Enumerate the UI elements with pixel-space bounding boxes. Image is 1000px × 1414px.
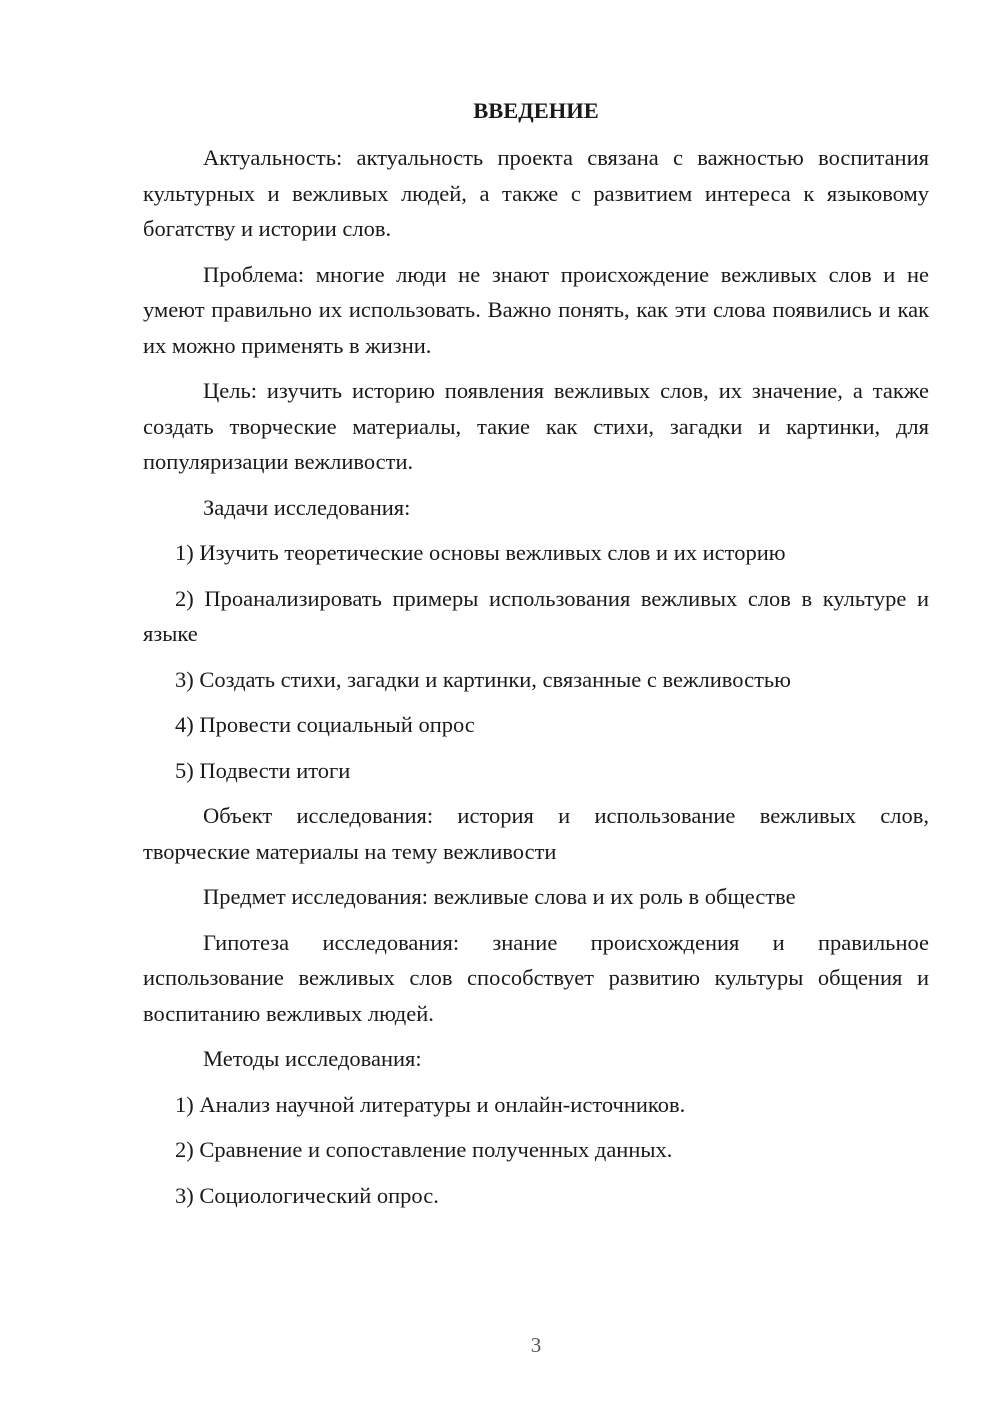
method-item: 3) Социологический опрос. <box>175 1182 439 1208</box>
task-item: 4) Провести социальный опрос <box>175 712 475 737</box>
task-item: 5) Подвести итоги <box>175 757 351 783</box>
subject-paragraph: Предмет исследования: вежливые слова и их роль в обществе <box>203 884 796 909</box>
hypothesis-paragraph: Гипотеза исследования: знание происхождения и правильное использование вежливых слов способствует развитию культуры общения и воспитанию вежливых людей. <box>143 929 929 1026</box>
task-item: 3) Создать стихи, загадки и картинки, связанные с вежливостью <box>175 666 791 692</box>
goal-paragraph: Цель: изучить историю появления вежливых слов, их значение, а также создать творческие материалы, такие как стихи, загадки и картинки, для популяризации вежливости. <box>143 378 929 474</box>
document-body <box>143 96 929 1223</box>
method-item: 2) Сравнение и сопоставление полученных данных. <box>175 1137 673 1162</box>
method-item: 1) Анализ научной литературы и онлайн-источников. <box>175 1091 686 1117</box>
tasks-heading: Задачи исследования: <box>203 494 411 520</box>
page-number: 3 <box>530 1333 542 1357</box>
object-paragraph: Объект исследования: история и использование вежливых слов, творческие материалы на тему вежливости <box>143 803 929 864</box>
methods-heading: Методы исследования: <box>203 1046 422 1071</box>
task-item: 1) Изучить теоретические основы вежливых слов и их историю <box>175 540 786 565</box>
task-item: 2) Проанализировать примеры использования вежливых слов в культуре и языке <box>143 585 929 646</box>
relevance-paragraph: Актуальность: актуальность проекта связана с важностью воспитания культурных и вежливых людей, а также с развитием интереса к языковому богатству и истории слов. <box>143 145 929 241</box>
problem-paragraph: Проблема: многие люди не знают происхождение вежливых слов и не умеют правильно их использовать. Важно понять, как эти слова появились и как их можно применять в жизни. <box>143 261 929 358</box>
section-title: ВВЕДЕНИЕ <box>473 98 599 123</box>
